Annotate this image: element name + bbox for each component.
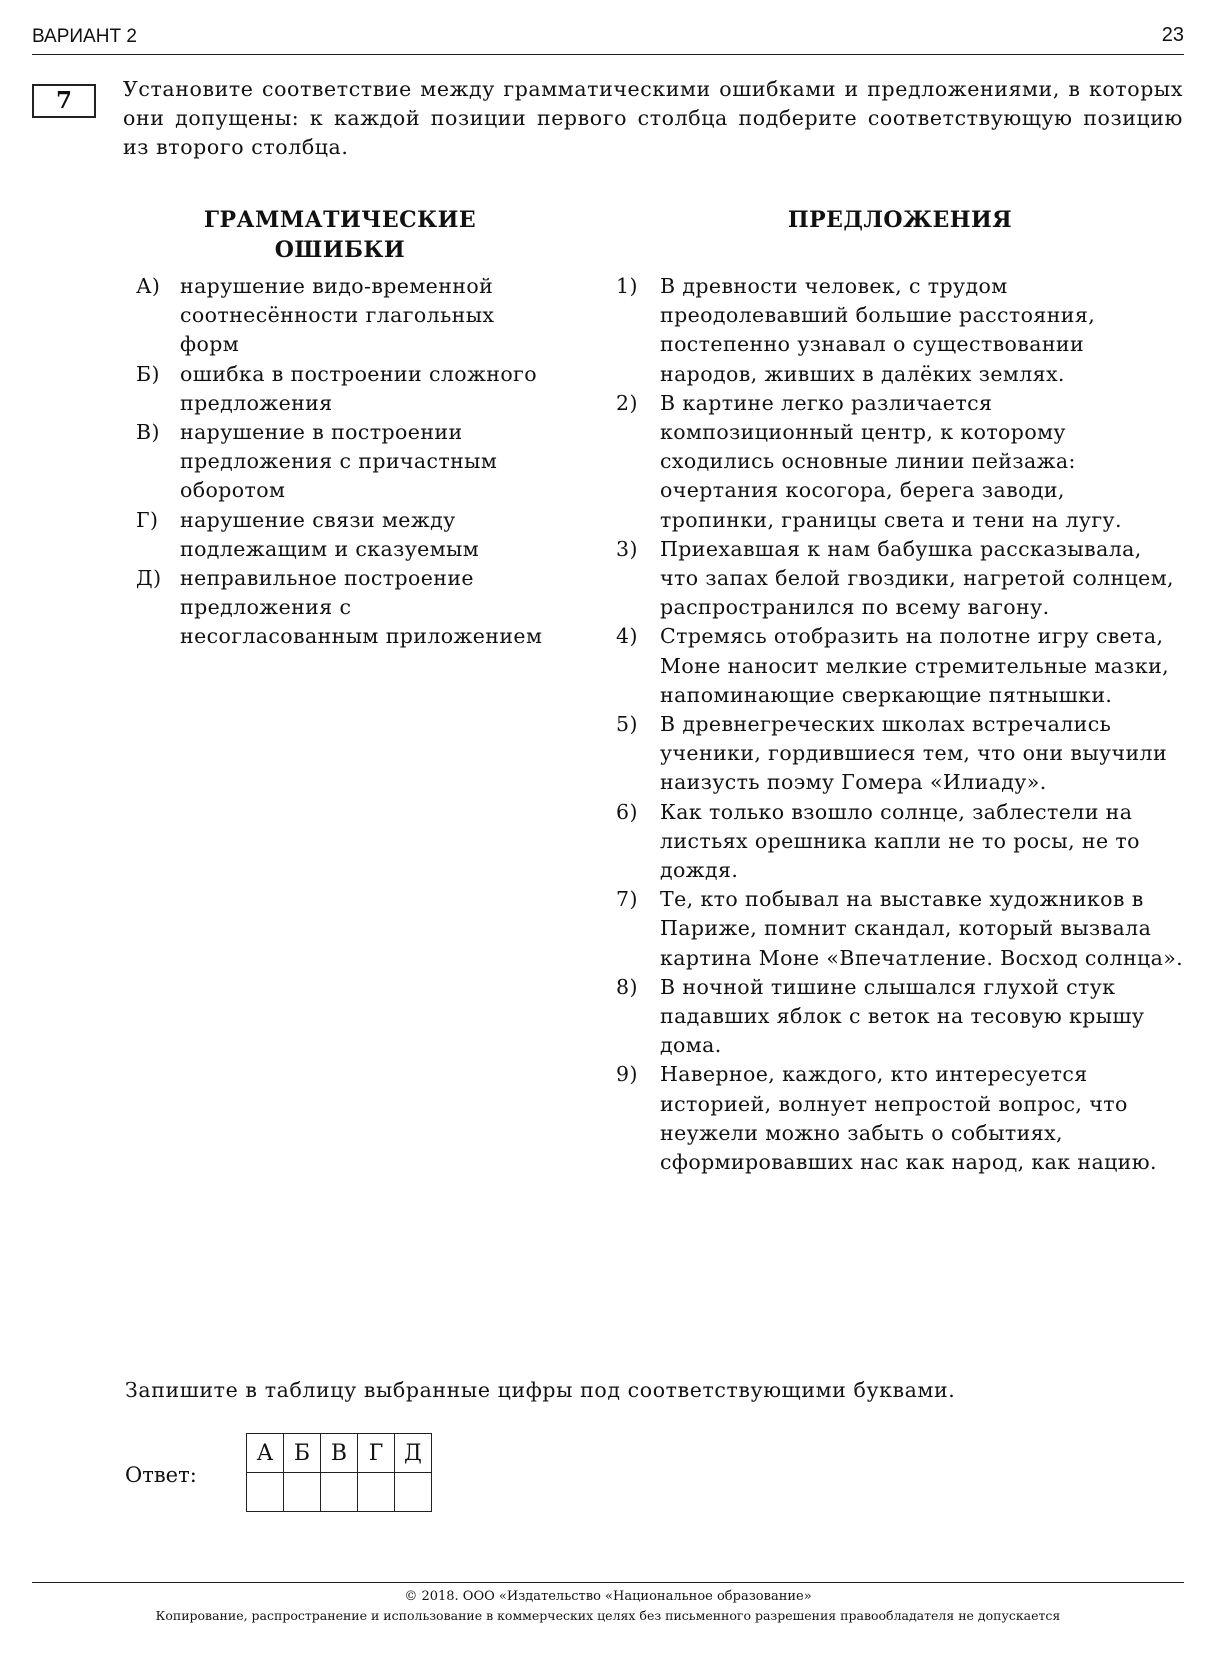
error-text: нарушение связи между подлежащим и сказуемым: [180, 507, 480, 561]
errors-column-title: [180, 205, 500, 265]
error-marker: А): [136, 274, 161, 298]
error-text: нарушение видо-временной соотнесённости глагольных форм: [180, 274, 495, 357]
answer-header-row: [247, 1434, 432, 1473]
sentence-text: В ночной тишине слышался глухой стук падавших яблок с веток на тесовую крышу дома.: [660, 974, 1145, 1058]
answer-table: [246, 1433, 432, 1512]
sentence-item: [616, 798, 1186, 886]
sentence-item: [616, 1060, 1186, 1177]
sentence-item: [616, 389, 1186, 535]
sentence-text: Те, кто побывал на выставке художников в Париже, помнит скандал, который вызвала картина Моне «Впечатление. Восход солнца».: [660, 887, 1184, 970]
error-item: [136, 418, 546, 506]
error-text: нарушение в построении предложения с причастным оборотом: [180, 420, 498, 503]
error-item: [136, 360, 546, 418]
answer-cell-v[interactable]: [321, 1473, 358, 1512]
errors-list: [136, 272, 546, 652]
header-divider: [32, 54, 1184, 55]
sentence-marker: 5): [616, 712, 638, 737]
errors-title-line1: ГРАММАТИЧЕСКИЕ: [203, 207, 477, 233]
sentence-text: В древнегреческих школах встречались ученики, гордившиеся тем, что они выучили наизусть поэму Гомера «Илиаду».: [660, 712, 1168, 795]
footer-divider: [32, 1582, 1184, 1583]
sentence-marker: 9): [616, 1062, 638, 1087]
answer-label: Ответ:: [125, 1463, 197, 1487]
error-marker: Г): [136, 507, 159, 532]
sentences-column-title: ПРЕДЛОЖЕНИЯ: [787, 207, 1013, 233]
sentence-marker: 1): [616, 274, 638, 298]
sentence-text: Приехавшая к нам бабушка рассказывала, что запах белой гвоздики, нагретой солнцем, распространился по всему вагону.: [660, 536, 1174, 620]
sentence-marker: 4): [616, 624, 638, 649]
sentence-marker: 7): [616, 887, 638, 912]
sentence-text: В древности человек, с трудом преодолевавший большие расстояния, постепенно узнавал о существовании народов, живших в далёких землях.: [660, 274, 1096, 386]
error-item: [136, 272, 546, 360]
sentences-list: [616, 272, 1186, 1177]
answer-cell-g[interactable]: [358, 1473, 395, 1512]
error-marker: Б): [136, 361, 160, 386]
sentence-item: [616, 885, 1186, 973]
error-text: ошибка в построении сложного предложения: [180, 361, 537, 415]
answer-input-row: [247, 1473, 432, 1512]
sentence-marker: 3): [616, 536, 638, 561]
sentence-item: [616, 272, 1186, 389]
answer-column-header: Б: [284, 1434, 321, 1473]
answer-column-header: Г: [358, 1434, 395, 1473]
sentence-text: Стремясь отобразить на полотне игру света, Моне наносит мелкие стремительные мазки, напоминающие сверкающие пятнышки.: [660, 624, 1170, 707]
sentence-item: [616, 710, 1186, 798]
error-marker: Д): [136, 566, 162, 591]
answer-column-header: Д: [395, 1434, 432, 1473]
sentence-item: [616, 535, 1186, 623]
sentence-item: [616, 622, 1186, 710]
variant-label: ВАРИАНТ 2: [32, 26, 137, 47]
answer-cell-b[interactable]: [284, 1473, 321, 1512]
task-instruction: Установите соответствие между грамматическими ошибками и предложениями, в которых они допущены: к каждой позиции первого столбца подберите соответствующую позицию из второго столбца.: [123, 77, 1183, 159]
page-number: 23: [1161, 24, 1184, 46]
answer-column-header: В: [321, 1434, 358, 1473]
footer-copyright: © 2018. ООО «Издательство «Национальное образование»: [404, 1589, 812, 1604]
sentence-marker: 8): [616, 974, 638, 999]
sentence-marker: 2): [616, 390, 638, 415]
errors-title-line2: ОШИБКИ: [274, 237, 406, 263]
error-marker: В): [136, 420, 160, 445]
sentence-text: Как только взошло солнце, заблестели на листьях орешника капли не то росы, не то дождя.: [660, 799, 1140, 883]
error-item: [136, 506, 546, 564]
error-item: [136, 564, 546, 652]
task-number-box: 7: [32, 84, 96, 118]
page-header: [32, 22, 1184, 52]
sentence-marker: 6): [616, 799, 638, 824]
answer-cell-d[interactable]: [395, 1473, 432, 1512]
sentence-text: В картине легко различается композиционный центр, к которому сходились основные линии пейзажа: очертания косогора, берега заводи, тропинки, границы света и тени на лугу.: [660, 390, 1122, 532]
answer-cell-a[interactable]: [247, 1473, 284, 1512]
footer-notice: Копирование, распространение и использование в коммерческих целях без письменного разрешения правообладателя не допускается: [155, 1608, 1061, 1623]
error-text: неправильное построение предложения с несогласованным приложением: [180, 566, 543, 649]
sentence-text: Наверное, каждого, кто интересуется историей, волнует непростой вопрос, что неужели можно забыть о событиях, сформировавших нас как народ, как нацию.: [660, 1062, 1157, 1175]
answer-instruction: Запишите в таблицу выбранные цифры под соответствующими буквами.: [125, 1378, 956, 1402]
sentence-item: [616, 973, 1186, 1061]
answer-column-header: А: [247, 1434, 284, 1473]
